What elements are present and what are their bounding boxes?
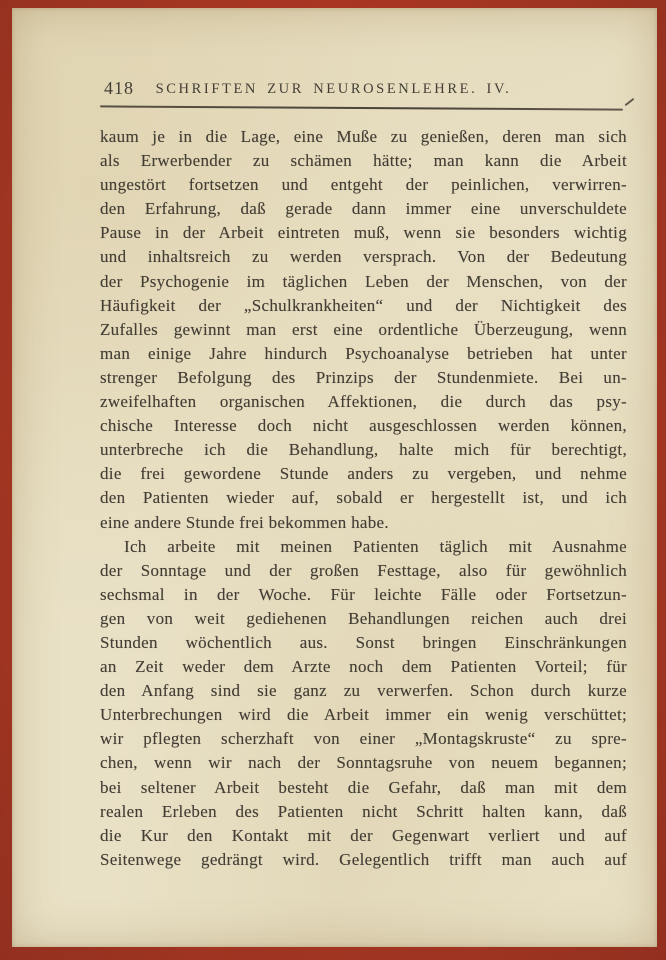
- paragraph: [100, 125, 627, 535]
- text-line: Ich arbeite mit meinen Patienten täglich mit Ausnahme: [124, 536, 627, 556]
- text-line: eine andere Stunde frei bekommen habe.: [100, 512, 389, 532]
- text-line: man einige Jahre hindurch Psychoanalyse betrieben hat unter: [100, 343, 627, 363]
- text-line: als Erwerbender zu schämen hätte; man kann die Arbeit: [100, 151, 627, 171]
- text-line: den Erfahrung, daß gerade dann immer eine unverschuldete: [100, 199, 627, 219]
- running-header: SCHRIFTEN ZUR NEUROSENLEHRE. IV.: [155, 81, 512, 97]
- text-line: der Psychogenie im täglichen Leben der Menschen, von der: [100, 271, 627, 291]
- page-number: 418: [104, 78, 134, 98]
- text-line: unterbreche ich die Behandlung, halte mich für berechtigt,: [100, 440, 627, 460]
- text-line: chische Interesse doch nicht ausgeschlossen werden können,: [100, 416, 627, 436]
- text-line: die Kur den Kontakt mit der Gegenwart verliert und auf: [100, 825, 627, 845]
- book-page: [12, 8, 657, 947]
- text-line: chen, wenn wir nach der Sonntagsruhe von neuem begannen;: [100, 753, 627, 773]
- text-line: wir pflegten scherzhaft von einer „Montagskruste“ zu spre-: [100, 729, 627, 749]
- text-line: ungestört fortsetzen und entgeht der peinlichen, verwirren-: [100, 175, 627, 195]
- text-line: Seitenwege gedrängt wird. Gelegentlich trifft man auch auf: [100, 849, 627, 869]
- text-line: Zufalles gewinnt man erst eine ordentliche Überzeugung, wenn: [100, 319, 627, 339]
- page-header: [100, 78, 627, 100]
- text-line: den Anfang sind sie ganz zu verwerfen. Schon durch kurze: [100, 681, 627, 701]
- text-line: die frei gewordene Stunde anders zu vergeben, und nehme: [100, 464, 627, 484]
- text-line: zweifelhaften organischen Affektionen, die durch das psy-: [100, 392, 627, 412]
- text-line: den Patienten wieder auf, sobald er hergestellt ist, und ich: [100, 488, 627, 508]
- text-line: bei seltener Arbeit besteht die Gefahr, daß man mit dem: [100, 777, 627, 797]
- text-line: strenger Befolgung des Prinzips der Stundenmiete. Bei un-: [100, 367, 627, 387]
- text-line: Häufigkeit der „Schulkrankheiten“ und der Nichtigkeit des: [100, 295, 627, 315]
- text-line: sechsmal in der Woche. Für leichte Fälle oder Fortsetzun-: [100, 584, 627, 604]
- text-line: und inhaltsreich zu werden versprach. Von der Bedeutung: [100, 247, 627, 267]
- text-line: Pause in der Arbeit eintreten muß, wenn sie besonders wichtig: [100, 223, 627, 243]
- text-line: Stunden wöchentlich aus. Sonst bringen Einschränkungen: [100, 632, 627, 652]
- page-body-text: [100, 125, 627, 872]
- text-line: gen von weit gediehenen Behandlungen reichen auch drei: [100, 608, 627, 628]
- paragraph: [100, 535, 627, 872]
- text-line: kaum je in die Lage, eine Muße zu genießen, deren man sich: [100, 127, 627, 146]
- header-rule: [100, 105, 623, 110]
- text-line: der Sonntage und der großen Festtage, also für gewöhnlich: [100, 560, 627, 580]
- text-line: realen Erleben des Patienten nicht Schritt halten kann, daß: [100, 801, 627, 821]
- text-line: Unterbrechungen wird die Arbeit immer ein wenig verschüttet;: [100, 705, 627, 725]
- text-line: an Zeit weder dem Arzte noch dem Patienten Vorteil; für: [100, 657, 627, 677]
